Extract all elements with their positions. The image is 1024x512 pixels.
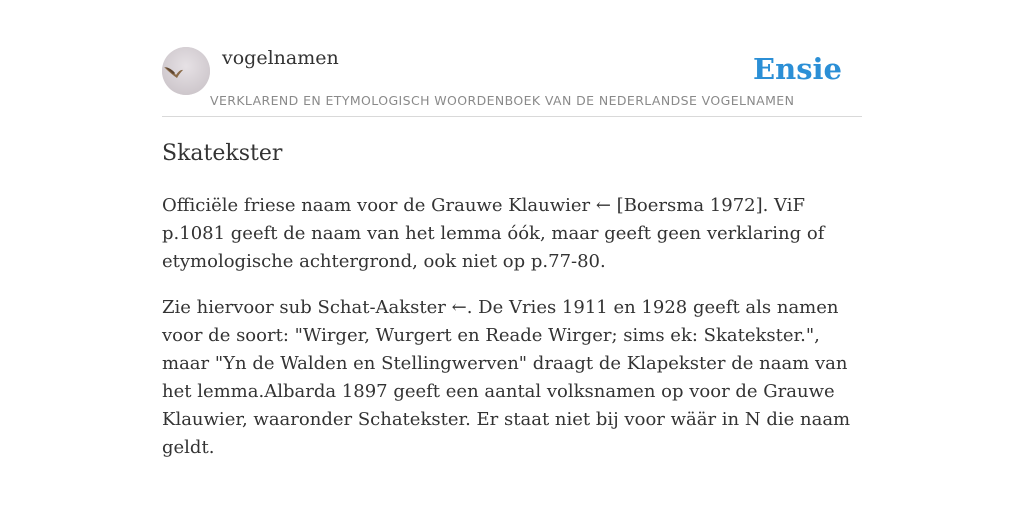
site-name-link[interactable]: vogelnamen <box>222 47 339 69</box>
site-subtitle: VERKLAREND EN ETYMOLOGISCH WOORDENBOEK VAN DE NEDERLANDSE VOGELNAMEN <box>210 93 795 108</box>
page-header <box>162 46 862 117</box>
avatar[interactable] <box>162 47 210 95</box>
article <box>162 138 862 462</box>
page-title: Skatekster <box>162 141 283 166</box>
article-paragraph: Officiële friese naam voor de Grauwe Klauwier ← [Boersma 1972]. ViF p.1081 geeft de naam van het lemma óók, maar geeft geen verklaring of etymologische achtergrond, ook niet op p.77-80. <box>162 195 825 272</box>
bird-photo-icon <box>162 47 210 95</box>
article-paragraph: Zie hiervoor sub Schat-Aakster ←. De Vries 1911 en 1928 geeft als namen voor de soort: "Wirger, Wurgert en Reade Wirger; sims ek: Skatekster.", maar "Yn de Walden en Stellingwerven" draagt de Klapekster de naam van het lemma.Albarda 1897 geeft een aantal volksnamen op voor de Grauwe Klauwier, waaronder Schatekster. Er staat niet bij voor wäär in N die naam geldt. <box>162 297 851 458</box>
ensie-logo-link[interactable]: Ensie <box>753 52 842 86</box>
